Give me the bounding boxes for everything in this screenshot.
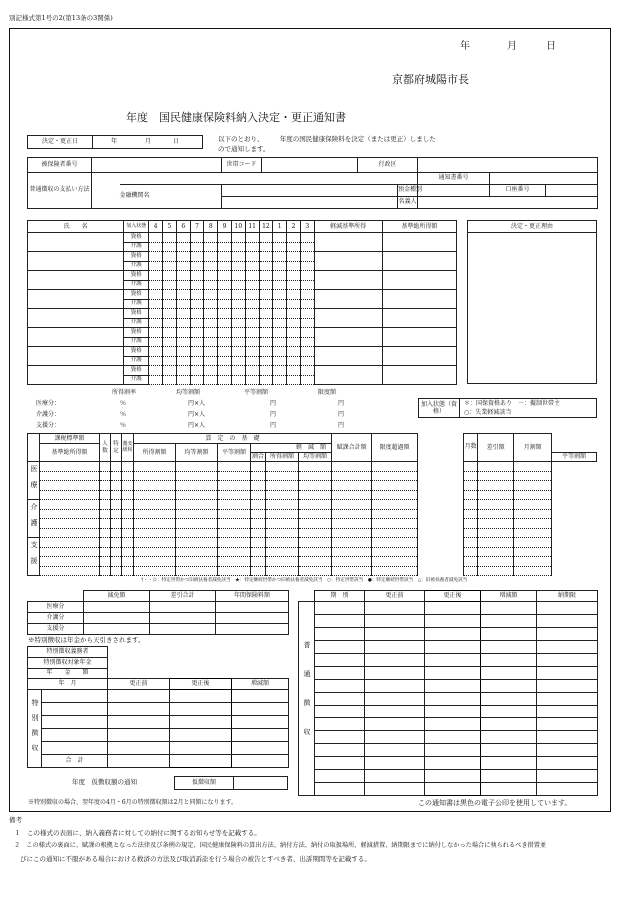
form-label: 別記様式第1号の2(第13条の3関係) (9, 14, 113, 22)
month-header: 2 (287, 221, 301, 233)
rate-h-capita: 均等割額 (176, 389, 201, 396)
annual-header: 年間保険料額 (216, 591, 289, 602)
rate-unit-3: 円 (270, 422, 277, 429)
date-day: 日 (546, 41, 556, 52)
rate-unit-2: 円×人 (188, 422, 206, 429)
disaster-header: 激変緩和 (122, 434, 134, 462)
month-header: 10 (231, 221, 245, 233)
member-row-label: 資格 (124, 309, 149, 319)
legend-table (418, 398, 597, 418)
member-row-label: 介護 (124, 356, 149, 366)
legend-label: 加入状態（資格） (419, 399, 460, 418)
month-header: 12 (259, 221, 273, 233)
district-label: 行政区 (358, 158, 418, 173)
obligor-label: 特別徴収義務者 (28, 647, 108, 658)
left-note: ※特別徴収の場合、翌年度の4月・6月の特別徴収額は2月と同額になります。 (28, 799, 237, 806)
reg-after-header: 更正後 (425, 591, 481, 602)
decision-year: 年 (111, 138, 118, 145)
decision-date-table (27, 135, 203, 149)
regular-side-label: 普通徴収 (303, 640, 311, 757)
r-flat-header: 平等割額 (552, 453, 597, 462)
decision-day: 日 (172, 138, 179, 145)
rate-unit-4: 円 (338, 400, 345, 407)
holder-label: 名義人 (398, 196, 418, 208)
deposit-type-label: 預金種別 (398, 184, 418, 196)
sp-before-header: 更正前 (108, 679, 170, 690)
provisional-notice: 年度 仮徴収額の通知 (72, 778, 137, 786)
regular-table (298, 590, 598, 796)
rate-h-income: 所得割率 (112, 389, 137, 396)
decision-label: 決定・更正日 (28, 136, 93, 149)
sp-total-label: 合 計 (42, 754, 108, 767)
pension-amount-label: 年 金 額 (28, 668, 108, 679)
notice-line-2: ので通知します。 (218, 145, 270, 153)
member-row-label: 介護 (124, 299, 149, 309)
date-year: 年 (460, 41, 470, 52)
reason-table (467, 220, 597, 384)
levy-total-header: 賦課合計額 (332, 434, 372, 462)
right-note: この通知書は黒色の電子公印を使用しています。 (418, 799, 572, 807)
sum-row-support: 支援分 (28, 624, 84, 635)
bank-name-label: 金融機関名 (120, 184, 222, 208)
ratio-header: 割合 (251, 453, 264, 460)
month-header: 3 (300, 221, 314, 233)
rate-unit-1: ％ (120, 422, 127, 429)
limit-over-header: 限度超過額 (372, 434, 418, 462)
flat-levy-header: 平等割額 (218, 444, 251, 462)
rate-h-limit: 限度額 (318, 389, 337, 396)
payment-method-label: 普通徴収の支払い方法 (28, 172, 92, 208)
summary-table (27, 590, 289, 635)
status-header: 加入状態 (124, 221, 149, 233)
special-table (27, 646, 289, 768)
rate-unit-4: 円 (338, 411, 345, 418)
net-total-header: 差引合計 (150, 591, 216, 602)
special-side-label: 特別徴収 (31, 698, 39, 759)
calc-basis-header: 算 定 の 基 礎 (134, 434, 332, 444)
exemption-header: 減免額 (84, 591, 150, 602)
deduction-header: 差引額 (478, 434, 514, 462)
rate-unit-1: ％ (120, 400, 127, 407)
remark-1: １ この様式の表面に、納入義務者に対しての納付に関するお知らせ等を記載する。 (14, 829, 261, 837)
provisional-table (174, 776, 288, 790)
info-table (27, 157, 598, 209)
rate-unit-4: 円 (338, 422, 345, 429)
pension-label: 特別徴収対象年金 (28, 657, 108, 668)
income-levy-header: 所得割額 (134, 444, 176, 462)
light-base-header: 軽減基準所得 (314, 221, 382, 233)
rate-unit-2: 円×人 (188, 400, 206, 407)
member-row-label: 資格 (124, 252, 149, 262)
account-no-label: 口座番号 (490, 184, 546, 196)
rate-row-label: 医療分： (36, 400, 61, 407)
reason-header: 決定・更正理由 (468, 221, 597, 233)
month-header: 7 (190, 221, 204, 233)
sp-month-header: 年 月 (28, 679, 108, 690)
r-capita-header: 均等割額 (299, 453, 332, 462)
month-header: 9 (218, 221, 232, 233)
period-header: 期 別 (315, 591, 365, 602)
calc-side-label: 介護 (30, 502, 38, 535)
specific-header: 特定 (111, 434, 122, 462)
member-row-label: 資格 (124, 271, 149, 281)
rate-row-label: 支援分： (36, 422, 61, 429)
rate-unit-3: 円 (270, 400, 277, 407)
month-header: 1 (273, 221, 287, 233)
member-row-label: 資格 (124, 290, 149, 300)
tax-base-header: 課税標準額 (40, 434, 100, 444)
calc-side-label: 医療 (30, 464, 38, 497)
month-header: 5 (163, 221, 177, 233)
reduction-header: 軽 減 額 (251, 444, 372, 453)
notice-no-label: 通知書番号 (418, 172, 490, 184)
rate-unit-3: 円 (270, 411, 277, 418)
rate-row-label: 介護分： (36, 411, 61, 418)
member-row-label: 介護 (124, 261, 149, 271)
sp-after-header: 更正後 (170, 679, 232, 690)
members-table (27, 220, 457, 385)
rate-unit-1: ％ (120, 411, 127, 418)
reg-before-header: 更正前 (365, 591, 425, 602)
base-income-header: 基準総所得額 (382, 221, 456, 233)
remark-2b: びにこの通知に不服がある場合における救済の方法及び取消訴訟を行う場合の被告とすべき者、出訴期間等を記載する。 (20, 855, 371, 863)
month-header: 8 (204, 221, 218, 233)
month-header: 11 (245, 221, 259, 233)
reg-diff-header: 増減額 (481, 591, 537, 602)
sum-row-care: 介護分 (28, 613, 84, 624)
month-header: 6 (176, 221, 190, 233)
remarks-label: 備考 (9, 816, 22, 824)
base-income-col-header: 基準総所得額 (40, 444, 100, 462)
name-header: 氏 名 (28, 221, 124, 233)
special-note: ※特別徴収は年金から天引きされます。 (28, 636, 145, 644)
notice-line-1: 以下のとおり、 年度の国民健康保険料を決定（または更正）しました (218, 135, 436, 143)
calc-table (27, 433, 597, 576)
sp-diff-header: 増減額 (232, 679, 289, 690)
member-row-label: 介護 (124, 337, 149, 347)
member-row-label: 資格 (124, 366, 149, 376)
per-capita-header: 均等割額 (176, 444, 218, 462)
date-month: 月 (507, 41, 517, 52)
member-row-label: 介護 (124, 318, 149, 328)
rate-unit-2: 円×人 (188, 411, 206, 418)
months-count-header: 月数 (464, 434, 478, 462)
member-row-label: 資格 (124, 347, 149, 357)
month-header: 4 (149, 221, 163, 233)
remark-2a: ２ この様式の裏面に、賦課の根拠となった法律及び条例の規定、国民健康保険料の算出方法、納付方法、納付の取扱場所、軽減措置、納期限までに納付しなかった場合に執られるべき措置並 (14, 842, 547, 849)
member-row-label: 資格 (124, 233, 149, 243)
rate-h-flat: 平等割額 (244, 389, 269, 396)
member-row-label: 介護 (124, 375, 149, 385)
legend-line-1: ＊：国保資格あり －：擬制世帯主 (464, 400, 561, 407)
monthly-header: 月割額 (514, 434, 552, 462)
member-row-label: 資格 (124, 328, 149, 338)
calc-footnote: †・・☆：特定世帯かつ旧被扶養者減免該当 ★：特定継続世帯かつ旧被扶養者減免該当 ○：特定世帯該当 ●：特定継続世帯該当 △：旧被扶養者減免該当 (141, 578, 468, 583)
household-code-label: 世帯コード (222, 158, 262, 173)
sum-row-medical: 医療分 (28, 602, 84, 613)
decision-month: 月 (144, 138, 151, 145)
member-row-label: 介護 (124, 242, 149, 252)
legend-line-2: ○：失業軽減該当 (464, 409, 512, 416)
due-header: 納期限 (537, 591, 598, 602)
issuer: 京都府城陽市長 (392, 73, 469, 86)
r-income-header: 所得割額 (266, 453, 299, 462)
provisional-label: 仮徴収額 (175, 777, 234, 790)
insured-no-label: 被保険者番号 (28, 158, 92, 173)
page-title: 年度 国民健康保険料納入決定・更正通知書 (126, 111, 346, 124)
people-header: 人数 (100, 434, 111, 462)
calc-side-label: 支援 (30, 540, 38, 573)
member-row-label: 介護 (124, 280, 149, 290)
